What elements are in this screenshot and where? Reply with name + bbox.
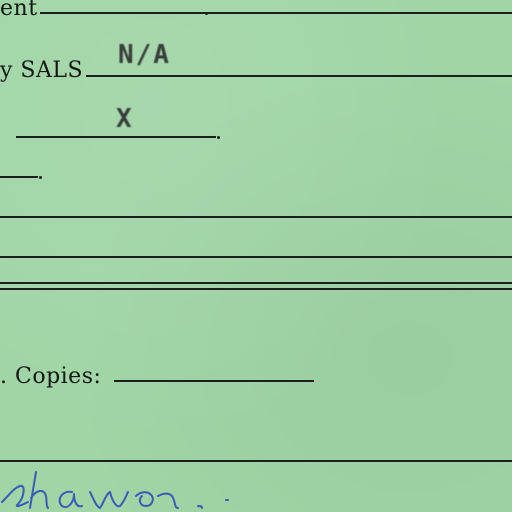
copies-line xyxy=(114,380,314,382)
full-line-1 xyxy=(0,216,512,218)
row3-line xyxy=(16,136,216,138)
row3-typed-value: X xyxy=(116,104,134,134)
full-line-2 xyxy=(0,256,512,258)
row4-line xyxy=(0,176,38,178)
row1-tick xyxy=(205,12,208,15)
row2-label: y SALS xyxy=(0,58,84,83)
row4-tick xyxy=(39,176,42,179)
divider-line-bottom xyxy=(0,288,512,290)
divider-line-top xyxy=(0,282,512,284)
row2-line xyxy=(86,75,512,77)
row3-tick xyxy=(217,136,220,139)
row2-typed-value: N/A xyxy=(118,40,171,70)
row1-line xyxy=(40,12,512,14)
signature-icon xyxy=(0,462,260,512)
row1-label: ent xyxy=(0,0,38,21)
copies-label: . Copies: xyxy=(0,364,102,389)
